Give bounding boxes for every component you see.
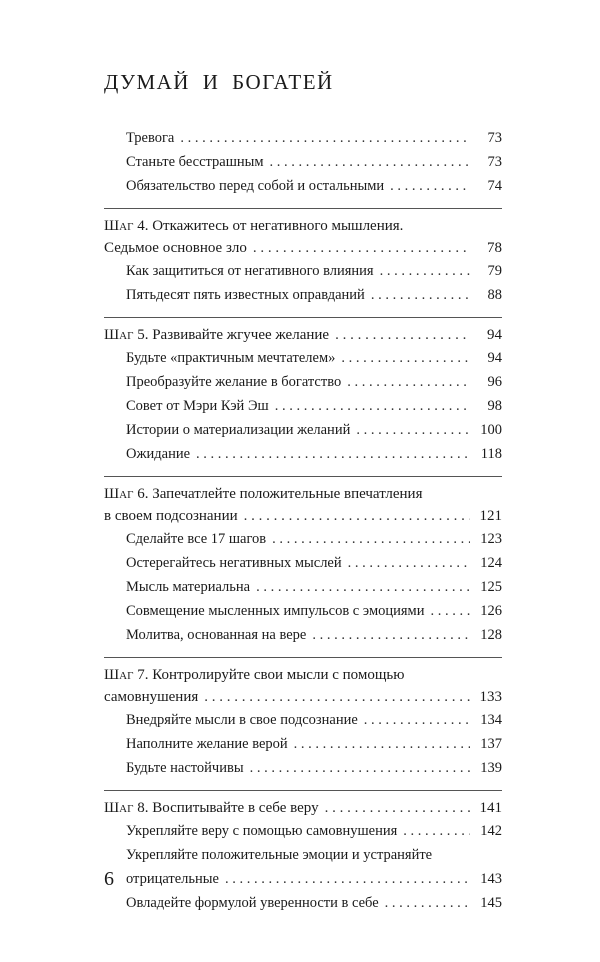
toc-entry[interactable] xyxy=(104,891,502,915)
toc-section xyxy=(104,317,502,466)
toc-entry-title: Седьмое основное зло xyxy=(104,240,247,256)
toc-entry-title: в своем подсознании xyxy=(104,508,238,524)
toc-step-heading xyxy=(104,664,502,686)
step-heading-text: 4. Откажитесь от негативного мышления. xyxy=(137,218,404,234)
toc-entry[interactable] xyxy=(104,442,502,466)
toc-entry[interactable] xyxy=(104,126,502,150)
toc-entry-title: Станьте бесстрашным xyxy=(126,154,264,170)
toc-entry-title: Истории о материализации желаний xyxy=(126,422,351,438)
toc-step-entry[interactable] xyxy=(104,505,502,527)
toc-entry-title: Будьте настойчивы xyxy=(126,760,244,776)
toc-section xyxy=(104,657,502,780)
toc-entry[interactable] xyxy=(104,575,502,599)
toc-page-number: 143 xyxy=(480,871,502,887)
toc-entry-title: Преобразуйте желание в богатство xyxy=(126,374,342,390)
toc-entry-title: отрицательные xyxy=(126,871,219,887)
toc-entry-title: Сделайте все 17 шагов xyxy=(126,531,267,547)
dot-leader xyxy=(356,418,470,442)
dot-leader xyxy=(225,867,470,891)
toc-section xyxy=(104,126,502,198)
toc-page-number: 78 xyxy=(487,240,502,256)
toc-entry-title: самовнушения xyxy=(104,689,199,705)
toc-entry-title: Тревога xyxy=(126,130,175,146)
dot-leader xyxy=(347,370,470,394)
toc-step-entry[interactable] xyxy=(104,797,502,819)
toc-page-number: 88 xyxy=(487,287,502,303)
toc-entry[interactable] xyxy=(104,843,502,867)
step-prefix: Шаг xyxy=(104,486,134,502)
toc-entry[interactable] xyxy=(104,867,502,891)
toc-entry-title: Как защититься от негативного влияния xyxy=(126,263,374,279)
toc-step-entry[interactable] xyxy=(104,237,502,259)
toc-entry-title: Ожидание xyxy=(126,446,191,462)
toc-entry-title: Овладейте формулой уверенности в себе xyxy=(126,895,379,911)
toc-page-number: 73 xyxy=(487,130,502,146)
dot-leader xyxy=(250,756,470,780)
dot-leader xyxy=(253,237,470,259)
toc-page-number: 141 xyxy=(479,800,502,816)
toc-entry[interactable] xyxy=(104,819,502,843)
step-prefix: Шаг xyxy=(104,800,134,816)
toc-page-number: 94 xyxy=(487,350,502,366)
toc-entry-title: Мысль материальна xyxy=(126,579,251,595)
toc-entry[interactable] xyxy=(104,394,502,418)
toc-entry-title: Молитва, основанная на вере xyxy=(126,627,307,643)
dot-leader xyxy=(390,174,470,198)
toc-entry-title: Пятьдесят пять известных оправданий xyxy=(126,287,365,303)
toc-step-entry[interactable] xyxy=(104,324,502,346)
dot-leader xyxy=(244,505,470,527)
toc-entry-title: 5. Развивайте жгучее желание xyxy=(137,327,330,343)
toc-entry-title: Укрепляйте веру с помощью самовнушения xyxy=(126,823,398,839)
step-prefix: Шаг xyxy=(104,667,134,683)
toc-entry[interactable] xyxy=(104,732,502,756)
dot-leader xyxy=(180,126,470,150)
dot-leader xyxy=(275,394,470,418)
toc-page-number: 73 xyxy=(487,154,502,170)
toc-page-number: 124 xyxy=(480,555,502,571)
dot-leader xyxy=(348,551,470,575)
toc-entry[interactable] xyxy=(104,370,502,394)
dot-leader xyxy=(364,708,470,732)
toc-page-number: 128 xyxy=(480,627,502,643)
dot-leader xyxy=(204,686,470,708)
toc-step-heading xyxy=(104,483,502,505)
toc-entry[interactable] xyxy=(104,283,502,307)
dot-leader xyxy=(256,575,470,599)
toc-page-number: 121 xyxy=(479,508,502,524)
toc-entry[interactable] xyxy=(104,599,502,623)
toc-entry[interactable] xyxy=(104,346,502,370)
toc-page-number: 123 xyxy=(480,531,502,547)
toc-entry-title: Наполните желание верой xyxy=(126,736,288,752)
table-of-contents xyxy=(104,126,502,915)
toc-entry[interactable] xyxy=(104,756,502,780)
dot-leader xyxy=(403,819,470,843)
toc-entry[interactable] xyxy=(104,150,502,174)
toc-page-number: 94 xyxy=(487,327,502,343)
toc-entry-title: Будьте «практичным мечтателем» xyxy=(126,350,336,366)
toc-entry-title: Совет от Мэри Кэй Эш xyxy=(126,398,269,414)
toc-section xyxy=(104,790,502,915)
toc-step-entry[interactable] xyxy=(104,686,502,708)
toc-entry[interactable] xyxy=(104,527,502,551)
toc-page-number: 142 xyxy=(480,823,502,839)
dot-leader xyxy=(196,442,470,466)
dot-leader xyxy=(325,797,470,819)
dot-leader xyxy=(341,346,470,370)
toc-entry-title: Совмещение мысленных импульсов с эмоциями xyxy=(126,603,425,619)
dot-leader xyxy=(385,891,470,915)
toc-page-number: 79 xyxy=(487,263,502,279)
page-number: 6 xyxy=(104,868,114,890)
dot-leader xyxy=(431,599,471,623)
toc-entry[interactable] xyxy=(104,418,502,442)
toc-page-number: 145 xyxy=(480,895,502,911)
step-prefix: Шаг xyxy=(104,218,134,234)
dot-leader xyxy=(380,259,470,283)
dot-leader xyxy=(312,623,470,647)
toc-entry[interactable] xyxy=(104,551,502,575)
toc-entry-title: Укрепляйте положительные эмоции и устраняйте xyxy=(126,847,433,863)
toc-entry-title: 8. Воспитывайте в себе веру xyxy=(137,800,319,816)
dot-leader xyxy=(270,150,470,174)
toc-step-heading xyxy=(104,215,502,237)
step-heading-text: 7. Контролируйте свои мысли с помощью xyxy=(137,667,405,683)
toc-page-number: 125 xyxy=(480,579,502,595)
step-heading-text: 6. Запечатлейте положительные впечатления xyxy=(137,486,423,502)
toc-page-number: 96 xyxy=(487,374,502,390)
toc-page-number: 98 xyxy=(487,398,502,414)
dot-leader xyxy=(272,527,470,551)
dot-leader xyxy=(371,283,470,307)
toc-entry[interactable] xyxy=(104,259,502,283)
toc-page-number: 126 xyxy=(480,603,502,619)
toc-entry[interactable] xyxy=(104,174,502,198)
toc-entry[interactable] xyxy=(104,708,502,732)
toc-page-number: 134 xyxy=(480,712,502,728)
toc-entry[interactable] xyxy=(104,623,502,647)
toc-section xyxy=(104,476,502,647)
toc-entry-title: Внедряйте мысли в свое подсознание xyxy=(126,712,358,728)
dot-leader xyxy=(335,324,470,346)
toc-entry-title: Остерегайтесь негативных мыслей xyxy=(126,555,342,571)
dot-leader xyxy=(294,732,470,756)
toc-page-number: 137 xyxy=(480,736,502,752)
toc-entry-title: Обязательство перед собой и остальными xyxy=(126,178,385,194)
toc-page-number: 118 xyxy=(480,446,502,462)
toc-page-number: 74 xyxy=(487,178,502,194)
toc-page-number: 133 xyxy=(479,689,502,705)
step-prefix: Шаг xyxy=(104,327,134,343)
toc-page-number: 139 xyxy=(480,760,502,776)
running-head: ДУМАЙ И БОГАТЕЙ xyxy=(104,70,334,94)
toc-section xyxy=(104,208,502,307)
toc-page-number: 100 xyxy=(480,422,502,438)
